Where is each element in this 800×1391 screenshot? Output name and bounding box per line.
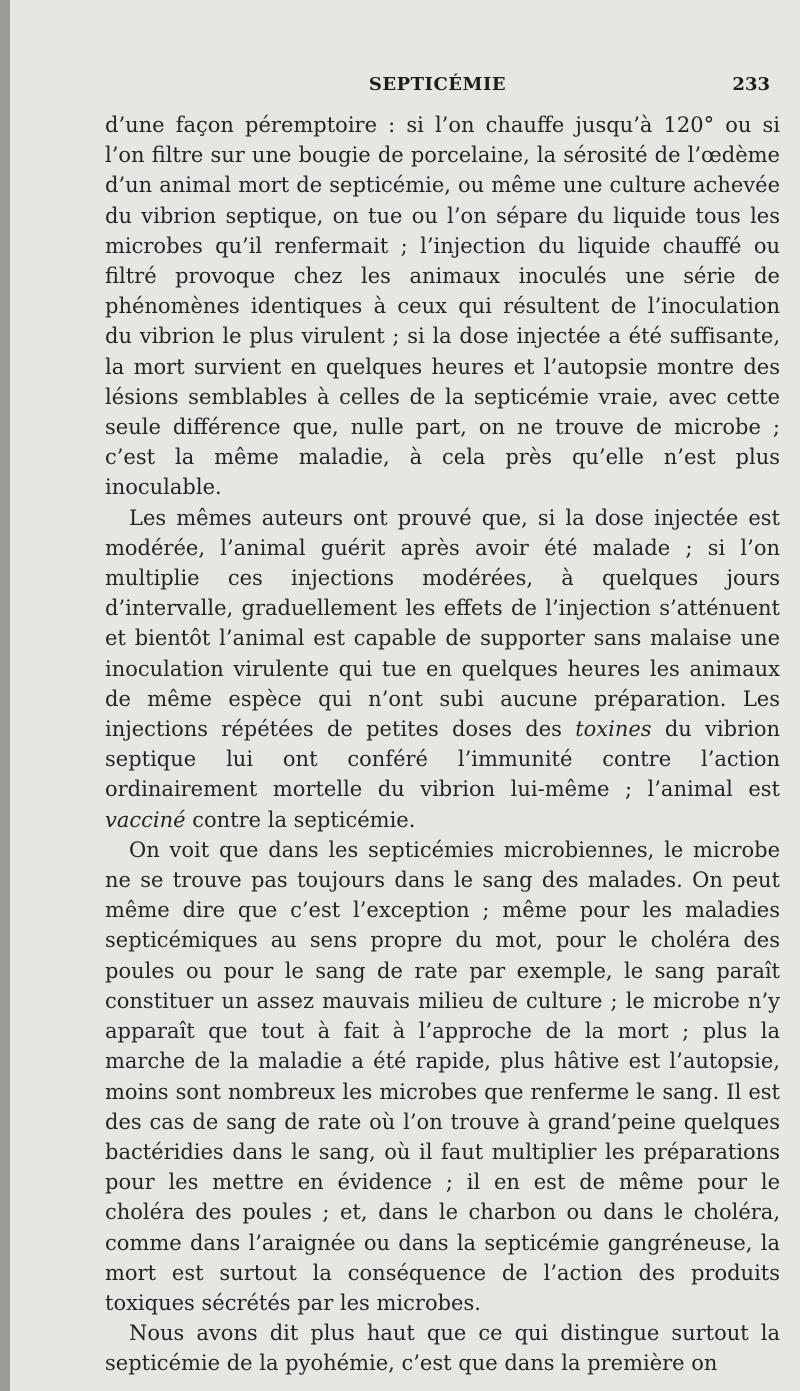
paragraph-1-text: d’une façon péremptoire : si l’on chauffe jusqu’à 120° ou si l’on filtre sur une bougie de porcelaine, la sérosité de l’œdème d’un animal mort de septicémie, ou même une culture achevée du vibrion septique, on tue ou l’on sépare du liquide tous les microbes qu’il renfermait ; l’injection du liquide chauffé ou filtré provoque chez les animaux inoculés une série de phénomènes identiques à ceux qui résultent de l’inoculation du vibrion le plus virulent ; si la dose injectée a été suffisante, la mort survient en quelques heures et l’autopsie montre des lésions semblables à celles de la septicémie vraie, avec cette seule différence que, nulle part, on ne trouve de microbe ; c’est la même maladie, à cela près qu’elle n’est plus inoculable.	[105, 113, 780, 500]
page-number: 233	[732, 74, 770, 95]
paragraph-4	[105, 1318, 780, 1378]
page-binding-edge	[0, 0, 10, 1391]
paragraph-4-text: Nous avons dit plus haut que ce qui distingue surtout la septicémie de la pyohémie, c’est que dans la première on	[105, 1321, 780, 1376]
paragraph-1	[105, 110, 780, 503]
running-title: SEPTICÉMIE	[368, 74, 507, 95]
paragraph-2-text-b: du vibrion septique lui ont conféré l’immunité contre l’action ordinairement mortelle du vibrion lui-même ; l’animal est	[105, 717, 780, 802]
paragraph-2	[105, 503, 780, 835]
body-text	[105, 110, 780, 1379]
emphasis-vaccine: vacciné	[105, 807, 186, 832]
page-header	[105, 74, 770, 102]
paragraph-2-text-c: contre la septicémie.	[185, 807, 416, 832]
emphasis-toxines: toxines	[575, 717, 652, 742]
paragraph-3	[105, 835, 780, 1318]
paragraph-2-text-a: Les mêmes auteurs ont prouvé que, si la dose injectée est modérée, l’animal guérit après avoir été malade ; si l’on multiplie ces injections modérées, à quelques jours d’intervalle, graduellement les effets de l’injection s’atténuent et bientôt l’animal est capable de supporter sans malaise une inoculation virulente qui tue en quelques heures les animaux de même espèce qui n’ont subi aucune préparation. Les injections répétées de petites doses des	[105, 505, 780, 742]
paragraph-3-text: On voit que dans les septicémies microbiennes, le microbe ne se trouve pas toujours dans le sang des malades. On peut même dire que c’est l’exception ; même pour les maladies septicémiques au sens propre du mot, pour le choléra des poules ou pour le sang de rate par exemple, le sang paraît constituer un assez mauvais milieu de culture ; le microbe n’y apparaît que tout à fait à l’approche de la mort ; plus la marche de la maladie a été rapide, plus hâtive est l’autopsie, moins sont nombreux les microbes que renferme le sang. Il est des cas de sang de rate où l’on trouve à grand’peine quelques bactéridies dans le sang, où il faut multiplier les préparations pour les mettre en évidence ; il en est de même pour le choléra des poules ; et, dans le charbon ou dans le choléra, comme dans l’araignée ou dans la septicémie gangréneuse, la mort est surtout la conséquence de l’action des produits toxiques sécrétés par les microbes.	[105, 837, 780, 1315]
